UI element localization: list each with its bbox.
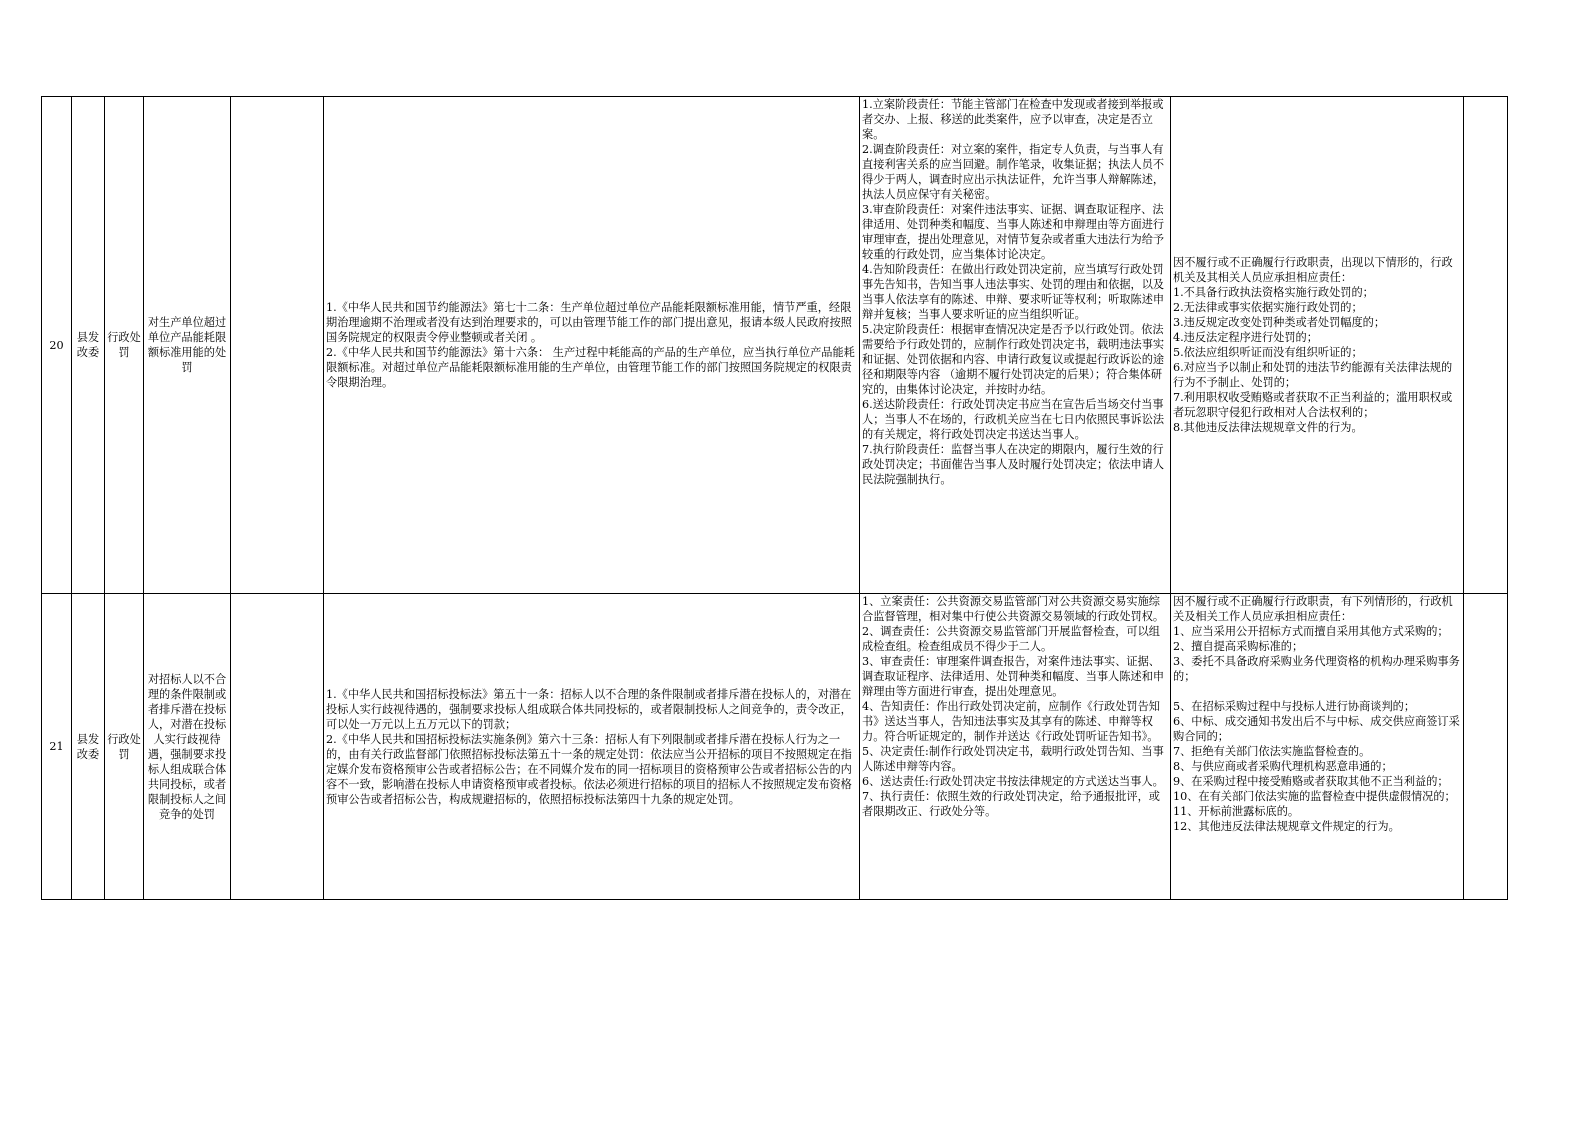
duty-stage: 4.告知阶段责任：在做出行政处罚决定前，应当填写行政处罚事先告知书，告知当事人违法事实、处罚的理由和依据，以及当事人依法享有的陈述、申辩、要求听证等权利；听取陈述申辩并复核；当事人要求听证的应当组织听证。 <box>862 263 1165 321</box>
department-cell: 县发改委 <box>72 97 105 594</box>
liability-item: 12、其他违反法律法规规章文件规定的行为。 <box>1173 820 1400 833</box>
liability-item: 11、开标前泄露标底的。 <box>1173 805 1300 818</box>
power-list-table <box>41 96 1508 900</box>
liability-item: 因不履行或不正确履行行政职责，有下列情形的，行政机关及相关工作人员应承担相应责任： <box>1173 595 1453 623</box>
liability-item: 2.无法律或事实依据实施行政处罚的； <box>1173 301 1363 314</box>
table-row <box>42 97 1508 594</box>
duty-stage: 6、送达责任:行政处罚决定书按法律规定的方式送达当事人。 <box>862 775 1164 788</box>
duty-stage: 1.立案阶段责任：节能主管部门在检查中发现或者接到举报或者交办、上报、移送的此类案件，应予以审查，决定是否立案。 <box>862 98 1164 141</box>
liability-item: 因不履行或不正确履行行政职责，出现以下情形的，行政机关及其相关人员应承担相应责任： <box>1173 256 1453 284</box>
duty-stage: 3.审查阶段责任：对案件违法事实、证据、调查取证程序、法律适用、处罚种类和幅度、当事人陈述和申辩理由等方面进行审理审查，提出处理意见，对情节复杂或者重大违法行为给予较重的行政处罚，应当集体讨论决定。 <box>862 203 1165 261</box>
duty-stages-cell <box>860 594 1171 900</box>
basis-paragraph: 1.《中华人民共和国招标投标法》第五十一条：招标人以不合理的条件限制或者排斥潜在投标人的，对潜在投标人实行歧视待遇的，强制要求投标人组成联合体共同投标的，或者限制投标人之间竞争的，责令改正，可以处一万元以上五万元以下的罚款； <box>326 687 852 731</box>
power-name-cell: 对招标人以不合理的条件限制或者排斥潜在投标人，对潜在投标人实行歧视待遇，强制要求投标人组成联合体共同投标，或者限制投标人之间竞争的处罚 <box>144 594 231 900</box>
legal-basis-cell <box>324 594 860 900</box>
duty-stage: 2.调查阶段责任：对立案的案件，指定专人负责，与当事人有直接利害关系的应当回避。制作笔录，收集证据；执法人员不得少于两人，调查时应出示执法证件，允许当事人辩解陈述，执法人员应保守有关秘密。 <box>862 143 1165 201</box>
basis-paragraph: 1.《中华人民共和国节约能源法》第七十二条：生产单位超过单位产品能耗限额标准用能，情节严重，经限期治理逾期不治理或者没有达到治理要求的，可以由管理节能工作的部门提出意见，报请本级人民政府按照国务院规定的权限责令停业整顿或者关闭 。 <box>326 301 852 344</box>
duty-stage: 5、决定责任:制作行政处罚决定书，载明行政处罚告知、当事人陈述申辩等内容。 <box>862 745 1164 773</box>
basis-paragraph: 2.《中华人民共和国节约能源法》第十六条： 生产过程中耗能高的产品的生产单位，应当执行单位产品能耗限额标准。对超过单位产品能耗限额标准用能的生产单位，由管理节能工作的部门按照国务院规定的权限责令限期治理。 <box>326 346 855 389</box>
duty-stage: 2、调查责任：公共资源交易监管部门开展监督检查，可以组成检查组。检查组成员不得少于二人。 <box>862 625 1160 653</box>
liability-item: 5.依法应组织听证而没有组织听证的； <box>1173 346 1363 359</box>
liability-item: 7.利用职权收受贿赂或者获取不正当利益的；滥用职权或者玩忽职守侵犯行政相对人合法权利的； <box>1173 391 1453 419</box>
remark-cell <box>1464 594 1508 900</box>
liability-item: 3、委托不具备政府采购业务代理资格的机构办理采购事务的； <box>1173 655 1460 683</box>
liability-item: 1、应当采用公开招标方式而擅自采用其他方式采购的； <box>1173 625 1449 638</box>
row-number: 21 <box>42 594 72 900</box>
liability-item: 3.违反规定改变处罚种类或者处罚幅度的； <box>1173 316 1386 329</box>
power-type-cell: 行政处罚 <box>105 594 144 900</box>
liability-item: 7、拒绝有关部门依法实施监督检查的。 <box>1173 745 1371 758</box>
sub-item-cell <box>231 594 324 900</box>
duty-stage: 7.执行阶段责任：监督当事人在决定的期限内，履行生效的行政处罚决定；书面催告当事人及时履行处罚决定；依法申请人民法院强制执行。 <box>862 443 1165 486</box>
liability-item: 8.其他违反法律法规规章文件的行为。 <box>1173 421 1363 434</box>
liability-item: 2、擅自提高采购标准的； <box>1173 640 1304 653</box>
duty-stages-cell <box>860 97 1171 594</box>
power-name-cell: 对生产单位超过单位产品能耗限额标准用能的处罚 <box>144 97 231 594</box>
liability-item: 4.违反法定程序进行处罚的； <box>1173 331 1318 344</box>
liability-cell <box>1171 97 1464 594</box>
liability-item: 6、中标、成交通知书发出后不与中标、成交供应商签订采购合同的； <box>1173 715 1460 743</box>
duty-stage: 5.决定阶段责任：根据审查情况决定是否予以行政处罚。依法需要给予行政处罚的，应制作行政处罚决定书，载明违法事实和证据、处罚依据和内容、申请行政复议或提起行政诉讼的途径和期限等内容 （逾期不履行处罚决定的后果）；符合集体研究的，由集体讨论决定，并按时办结。 <box>862 323 1165 396</box>
duty-stage: 3、审查责任：审理案件调查报告，对案件违法事实、证据、调查取证程序、法律适用、处罚种类和幅度、当事人陈述和申辩理由等方面进行审查，提出处理意见。 <box>862 655 1165 698</box>
liability-item: 1.不具备行政执法资格实施行政处罚的； <box>1173 286 1374 299</box>
liability-cell <box>1171 594 1464 900</box>
liability-item: 6.对应当予以制止和处罚的违法节约能源有关法律法规的行为不予制止、处罚的； <box>1173 361 1453 389</box>
liability-item: 9、在采购过程中接受贿赂或者获取其他不正当利益的； <box>1173 775 1449 788</box>
duty-stage: 1、立案责任：公共资源交易监管部门对公共资源交易实施综合监督管理，相对集中行使公共资源交易领域的行政处罚权。 <box>862 595 1165 623</box>
table-row <box>42 594 1508 900</box>
duty-stage: 7、执行责任：依照生效的行政处罚决定，给予通报批评，或者限期改正、行政处分等。 <box>862 790 1160 818</box>
liability-item: 10、在有关部门依法实施的监督检查中提供虚假情况的； <box>1173 790 1456 803</box>
power-type-cell: 行政处罚 <box>105 97 144 594</box>
basis-paragraph: 2.《中华人民共和国招标投标法实施条例》第六十三条：招标人有下列限制或者排斥潜在投标人行为之一的，由有关行政监督部门依照招标投标法第五十一条的规定处罚：依法应当公开招标的项目不按照规定在指定媒介发布资格预审公告或者招标公告；在不同媒介发布的同一招标项目的资格预审公告或者招标公告的内容不一致，影响潜在投标人申请资格预审或者投标。依法必须进行招标的项目的招标人不按照规定发布资格预审公告或者招标公告，构成规避招标的，依照招标投标法第四十九条的规定处罚。 <box>326 732 852 806</box>
liability-item: 5、在招标采购过程中与投标人进行协商谈判的； <box>1173 700 1416 713</box>
row-number: 20 <box>42 97 72 594</box>
legal-basis-cell <box>324 97 860 594</box>
sub-item-cell <box>231 97 324 594</box>
remark-cell <box>1464 97 1508 594</box>
liability-item: 8、与供应商或者采购代理机构恶意串通的； <box>1173 760 1393 773</box>
duty-stage: 4、告知责任：作出行政处罚决定前，应制作《行政处罚告知书》送达当事人，告知违法事实及其享有的陈述、申辩等权力。符合听证规定的，制作并送达《行政处罚听证告知书》。 <box>862 700 1160 743</box>
department-cell: 县发改委 <box>72 594 105 900</box>
duty-stage: 6.送达阶段责任：行政处罚决定书应当在宣告后当场交付当事人；当事人不在场的，行政机关应当在七日内依照民事诉讼法的有关规定，将行政处罚决定书送达当事人。 <box>862 398 1165 441</box>
